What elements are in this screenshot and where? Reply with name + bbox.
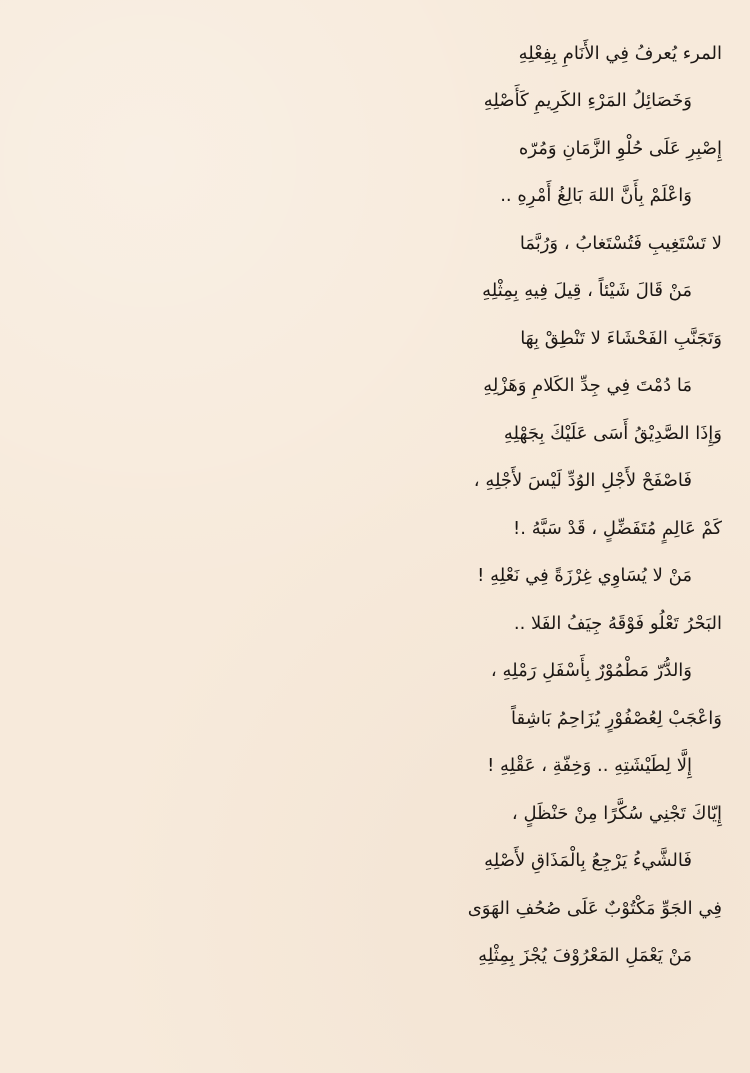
- poem-text: [0, 30, 750, 980]
- poem-line: المرء يُعرفُ فِي الأَنَامِ بِفِعْلِهِ: [518, 42, 722, 64]
- poem-line: إِيّاكَ تَجْنِي سُكَّرًا مِنْ حَنْظَلٍ ،: [511, 802, 722, 824]
- poem-line: كَمْ عَالِمٍ مُتَفَضِّلٍ ، قَدْ سَبَّهُ .!: [513, 517, 722, 539]
- poem-line: فِي الجَوِّ مَكْتُوْبٌ عَلَى صُحُفِ الهَوَى: [467, 897, 722, 919]
- poem-line: فَالشَّيءُ يَرْجِعُ بِالْمَذَاقِ لأَصْلِهِ: [484, 850, 692, 872]
- poem-line: مَنْ قَالَ شَيْئاً ، قِيلَ فِيهِ بِمِثْلِهِ: [482, 280, 692, 302]
- poem-line: مَا دُمْتَ فِي جِدِّ الكَلامِ وَهَزْلِهِ: [483, 375, 692, 397]
- poem-line: وَخَصَائِلُ المَرْءِ الكَرِيمِ كَأَصْلِهِ: [483, 90, 692, 112]
- poem-line: وَاعْلَمْ بِأَنَّ اللهَ بَالِغُ أَمْرِهِ ..: [500, 185, 692, 207]
- poem-line: مَنْ يَعْمَلِ المَعْرُوْفَ يُجْزَ بِمِثْلِهِ: [478, 945, 692, 967]
- poem-line: مَنْ لا يُسَاوِي غِرْزَةً فِي نَعْلِهِ !: [477, 565, 692, 587]
- poem-line: وَتَجَنَّبِ الفَحْشَاءَ لا تَنْطِقْ بِهَا: [520, 327, 722, 349]
- poem-line: وَاعْجَبْ لِعُصْفُوْرٍ يُزَاحِمُ بَاشِقاً: [511, 707, 722, 729]
- poem-line: وَالدُّرّ مَطْمُوْرٌ بِأَسْفَلِ رَمْلِهِ ،: [490, 660, 692, 682]
- poem-line: لا تَسْتَغِيبِ فَتُسْتَغابُ ، وَرُبَّمَا: [519, 232, 722, 254]
- poem-line: فَاصْفَحْ لأَجْلِ الوُدِّ لَيْسَ لأَجْلِهِ ،: [473, 470, 692, 492]
- poem-line: إِصْبِرِ عَلَى حُلْوِ الزَّمَانِ وَمُرّه: [518, 137, 722, 159]
- poem-line: وَإِذَا الصَّدِيْقُ أَسَى عَلَيْكَ بِجَهْلِهِ: [503, 422, 722, 444]
- poem-line: البَحْرُ تَعْلُو فَوْقَهُ جِيَفُ الفَلا ..: [513, 612, 722, 634]
- poem-line: إِلَّا لِطَيْشَتِهِ .. وَخِفّةِ ، عَقْلِهِ !: [487, 755, 692, 777]
